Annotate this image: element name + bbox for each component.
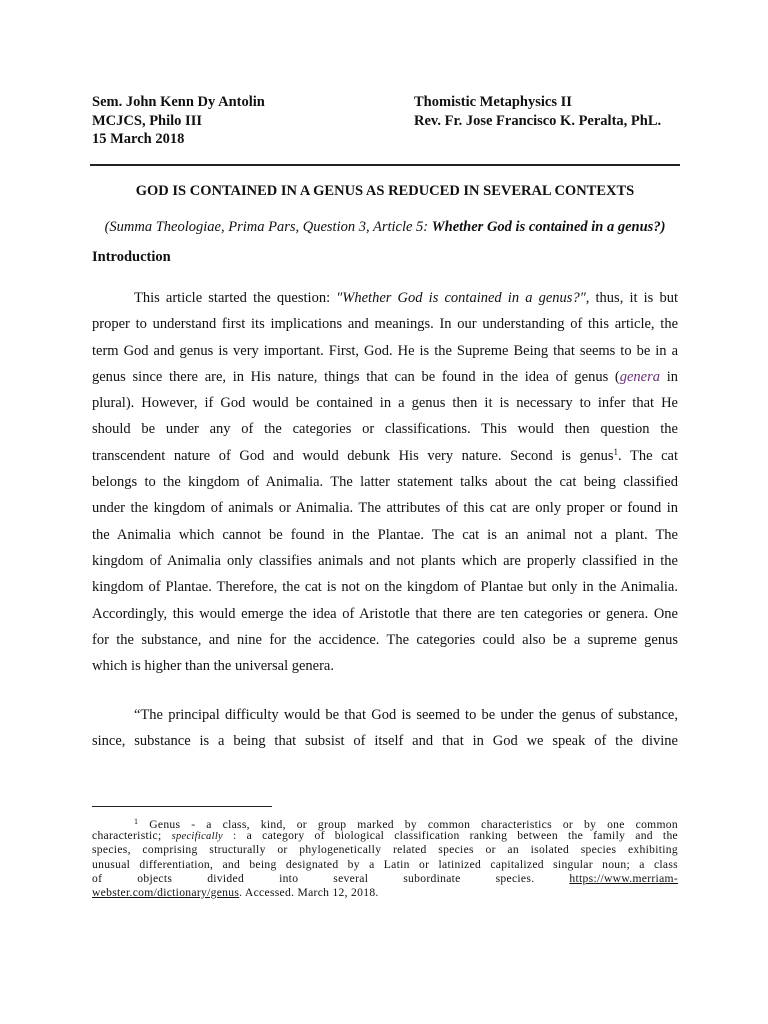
footnote-line: characteristic; specifically : a category of biological classification ranking between the family and the (92, 829, 679, 843)
paragraph-introduction (92, 285, 678, 679)
section-heading: Introduction (92, 249, 171, 265)
paragraph-line: should be under any of the categories or classifications. This would then question the (92, 421, 678, 438)
professor-name: Rev. Fr. Jose Francisco K. Peralta, PhL. (414, 112, 662, 129)
paragraph-line: belongs to the kingdom of Animalia. The latter statement talks about the cat being classified (92, 474, 678, 491)
paragraph-line: the Animalia which cannot be found in the Plantae. The cat is an animal not a plant. The (92, 526, 678, 543)
footnote-line: unusual differentiation, and being designated by a Latin or latinized capitalized singular noun; a class (92, 857, 678, 871)
footnote-line: species, comprising structurally or phylogenetically related species or an isolated species exhibiting (92, 843, 678, 857)
paragraph-line: proper to understand first its implications and meanings. In our understanding of this article, the (92, 316, 678, 333)
footnote (92, 815, 678, 900)
document-title: GOD IS CONTAINED IN A GENUS AS REDUCED IN SEVERAL CONTEXTS (135, 183, 635, 199)
paragraph-line: Accordingly, this would emerge the idea of Aristotle that there are ten categories or genera. One (92, 605, 678, 622)
paragraph-difficulty (92, 702, 678, 755)
quoted-question: ″Whether God is contained in a genus?″, (336, 290, 590, 306)
term-genera: genera (619, 368, 661, 385)
author-name: Sem. John Kenn Dy Antolin (92, 94, 265, 110)
paragraph-line: since, substance is a being that subsist of itself and that in God we speak of the divine (92, 733, 678, 750)
institution: MCJCS, Philo III (92, 112, 202, 129)
footnote-link[interactable]: https://www.merriam- (569, 871, 678, 885)
header-divider (90, 164, 680, 166)
paragraph-line: term God and genus is very important. First, God. He is the Supreme Being that seems to be in a (92, 342, 678, 359)
footnote-link-continued[interactable]: webster.com/dictionary/genus (92, 885, 240, 899)
footnote-divider (92, 806, 272, 807)
footnote-italic-term: specifically (171, 831, 223, 843)
date: 15 March 2018 (92, 131, 185, 147)
course-name: Thomistic Metaphysics II (414, 94, 572, 110)
paragraph-line: which is higher than the universal genera. (92, 658, 334, 675)
document-subtitle (90, 219, 680, 236)
paragraph-line: “The principal difficulty would be that God is seemed to be under the genus of substance, (134, 707, 678, 723)
paragraph-line: for the substance, and nine for the accidence. The categories could also be a supreme genus (92, 631, 678, 648)
footnote-line: webster.com/dictionary/genus. Accessed. March 12, 2018. (92, 885, 379, 899)
footnote-line: of objects divided into several subordinate species. https://www.merriam- (92, 871, 678, 885)
footnote-reference[interactable]: 1 (613, 446, 618, 457)
paragraph-line: genus since there are, in His nature, things that can be found in the idea of genus (genera in (92, 368, 678, 385)
footnote-number: 1 (134, 817, 139, 826)
paragraph-line: transcendent nature of God and would debunk His very nature. Second is genus$^1$. The cat (92, 446, 678, 464)
paragraph-line: This article started the question: ″Whether God is contained in a genus?″, thus, it is but (134, 290, 678, 306)
paragraph-line: under the kingdom of animals or Animalia. The attributes of this cat are only proper or found in (92, 500, 678, 517)
paragraph-line: kingdom of Animalia only classifies animals and not plants which are properly classified in the (92, 552, 678, 569)
footnote-line: $^1$ Genus - a class, kind, or group marked by common characteristics or by one common (134, 817, 678, 831)
paragraph-line: plural). However, if God would be contained in a genus then it is necessary to infer that He (92, 395, 678, 412)
subtitle-question: Whether God is contained in a genus?) (431, 219, 666, 235)
paragraph-line: kingdom of Plantae. Therefore, the cat is not on the kingdom of Plantae but only in the Animalia. (92, 579, 678, 596)
header-right (414, 93, 661, 130)
subtitle-reference: (Summa Theologiae, Prima Pars, Question 3, Article 5: (104, 219, 432, 235)
header-left (92, 93, 265, 149)
